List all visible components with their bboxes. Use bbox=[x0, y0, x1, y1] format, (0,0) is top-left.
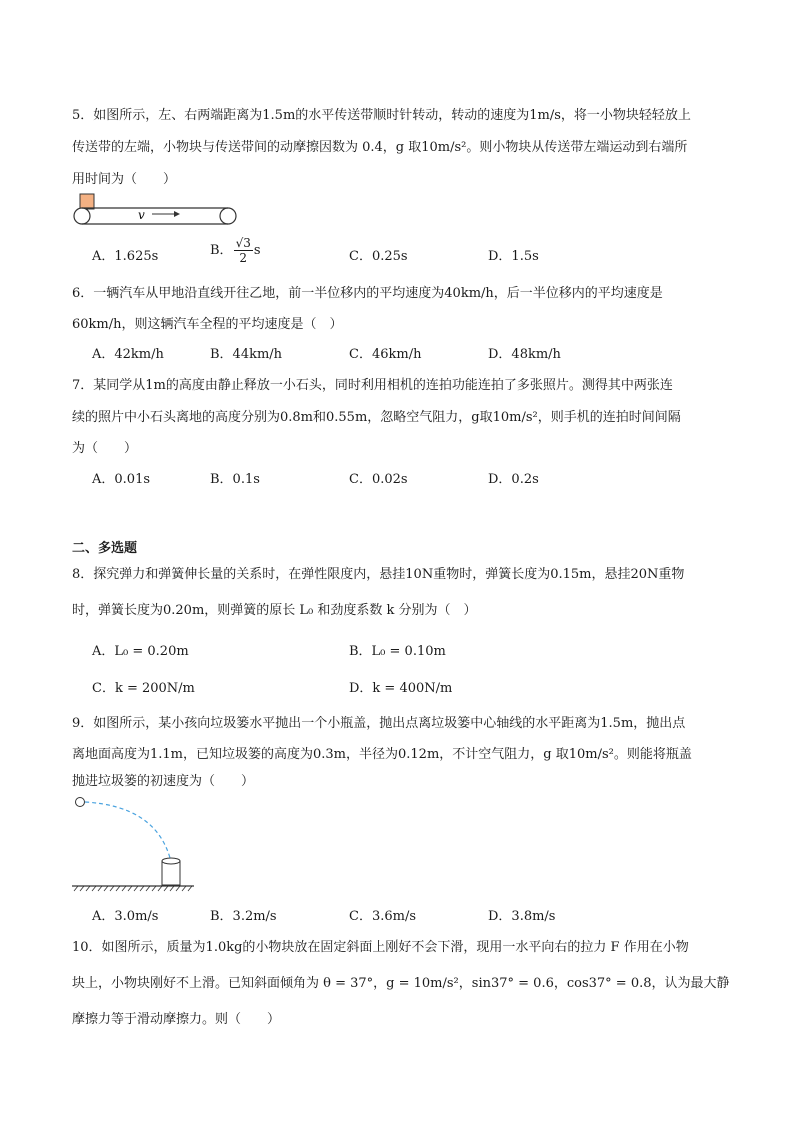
q6-option-c[interactable]: C．46km/h bbox=[349, 347, 422, 362]
trajectory-curve bbox=[85, 802, 170, 858]
q7-text-line3: 为（ ） bbox=[72, 441, 138, 456]
q9-option-b[interactable]: B．3.2m/s bbox=[210, 909, 277, 924]
q9-option-a[interactable]: A．3.0m/s bbox=[92, 909, 159, 924]
fraction-numerator: √3 bbox=[235, 236, 251, 250]
q7-text-line2: 续的照片中小石头离地的高度分别为0.8m和0.55m，忽略空气阻力，g取10m/s²，则手机的连拍时间间隔 bbox=[72, 410, 681, 425]
q7-option-c[interactable]: C．0.02s bbox=[349, 472, 408, 487]
arrow-icon bbox=[174, 211, 180, 217]
q8-option-a[interactable]: A．L₀ = 0.20m bbox=[92, 644, 189, 659]
ground-hatch bbox=[74, 886, 192, 891]
q9-text-line3: 抛进垃圾篓的初速度为（ ） bbox=[72, 774, 255, 789]
q6-option-b[interactable]: B．44km/h bbox=[210, 347, 283, 362]
q6-text-line1: 6．一辆汽车从甲地沿直线开往乙地，前一半位移内的平均速度为40km/h，后一半位移内的平均速度是 bbox=[72, 286, 663, 301]
q5-option-a[interactable]: A．1.625s bbox=[92, 249, 159, 264]
q7-option-a[interactable]: A．0.01s bbox=[92, 472, 151, 487]
q8-option-b[interactable]: B．L₀ = 0.10m bbox=[349, 644, 446, 659]
trash-bin bbox=[162, 861, 180, 885]
section-heading: 二、多选题 bbox=[72, 541, 138, 556]
q5-option-b[interactable] bbox=[210, 236, 261, 265]
q6-option-a[interactable]: A．42km/h bbox=[92, 347, 164, 362]
q9-text-line1: 9．如图所示，某小孩向垃圾篓水平抛出一个小瓶盖，抛出点离垃圾篓中心轴线的水平距离为1.5m，抛出点 bbox=[72, 716, 686, 731]
q9-option-d[interactable]: D．3.8m/s bbox=[488, 909, 556, 924]
q5-option-b-prefix: B． bbox=[210, 243, 233, 258]
right-pulley bbox=[220, 208, 236, 224]
velocity-label: v bbox=[138, 208, 145, 222]
left-pulley bbox=[74, 208, 90, 224]
q5-text-line1: 5．如图所示，左、右两端距离为1.5m的水平传送带顺时针转动，转动的速度为1m/s，将一小物块轻轻放上 bbox=[72, 108, 691, 123]
q10-text-line2: 块上，小物块刚好不上滑。已知斜面倾角为 θ = 37°，g = 10m/s²，sin37° = 0.6，cos37° = 0.8，认为最大静 bbox=[72, 976, 730, 991]
q7-option-b[interactable]: B．0.1s bbox=[210, 472, 260, 487]
q9-option-c[interactable]: C．3.6m/s bbox=[349, 909, 416, 924]
q6-option-d[interactable]: D．48km/h bbox=[488, 347, 561, 362]
fraction bbox=[234, 236, 253, 265]
q8-option-c[interactable]: C．k = 200N/m bbox=[92, 681, 195, 696]
q8-text-line1: 8．探究弹力和弹簧伸长量的关系时，在弹性限度内，悬挂10N重物时，弹簧长度为0.15m，悬挂20N重物 bbox=[72, 567, 685, 582]
q5-option-b-unit: s bbox=[253, 243, 261, 258]
q6-text-line2: 60km/h，则这辆汽车全程的平均速度是（ ） bbox=[72, 317, 343, 332]
q9-text-line2: 离地面高度为1.1m，已知垃圾篓的高度为0.3m，半径为0.12m，不计空气阻力，g 取10m/s²。则能将瓶盖 bbox=[72, 747, 692, 762]
block bbox=[80, 194, 94, 209]
conveyor-belt-figure bbox=[70, 192, 242, 232]
bottle-cap bbox=[76, 798, 85, 807]
q8-text-line2: 时，弹簧长度为0.20m，则弹簧的原长 L₀ 和劲度系数 k 分别为（ ） bbox=[72, 603, 477, 618]
q5-text-line3: 用时间为（ ） bbox=[72, 172, 177, 187]
q5-option-d[interactable]: D．1.5s bbox=[488, 249, 539, 264]
q7-text-line1: 7．某同学从1m的高度由静止释放一小石头，同时利用相机的连拍功能连拍了多张照片。测得其中两张连 bbox=[72, 378, 673, 393]
q5-text-line2: 传送带的左端，小物块与传送带间的动摩擦因数为 0.4，g 取10m/s²。则小物块从传送带左端运动到右端所 bbox=[72, 140, 688, 155]
fraction-denominator: 2 bbox=[239, 251, 248, 265]
q7-option-d[interactable]: D．0.2s bbox=[488, 472, 539, 487]
trash-bin-figure bbox=[70, 792, 200, 892]
q10-text-line1: 10．如图所示，质量为1.0kg的小物块放在固定斜面上刚好不会下滑，现用一水平向右的拉力 F 作用在小物 bbox=[72, 940, 689, 955]
q10-text-line3: 摩擦力等于滑动摩擦力。则（ ） bbox=[72, 1012, 281, 1027]
q5-option-c[interactable]: C．0.25s bbox=[349, 249, 408, 264]
q8-option-d[interactable]: D．k = 400N/m bbox=[349, 681, 453, 696]
